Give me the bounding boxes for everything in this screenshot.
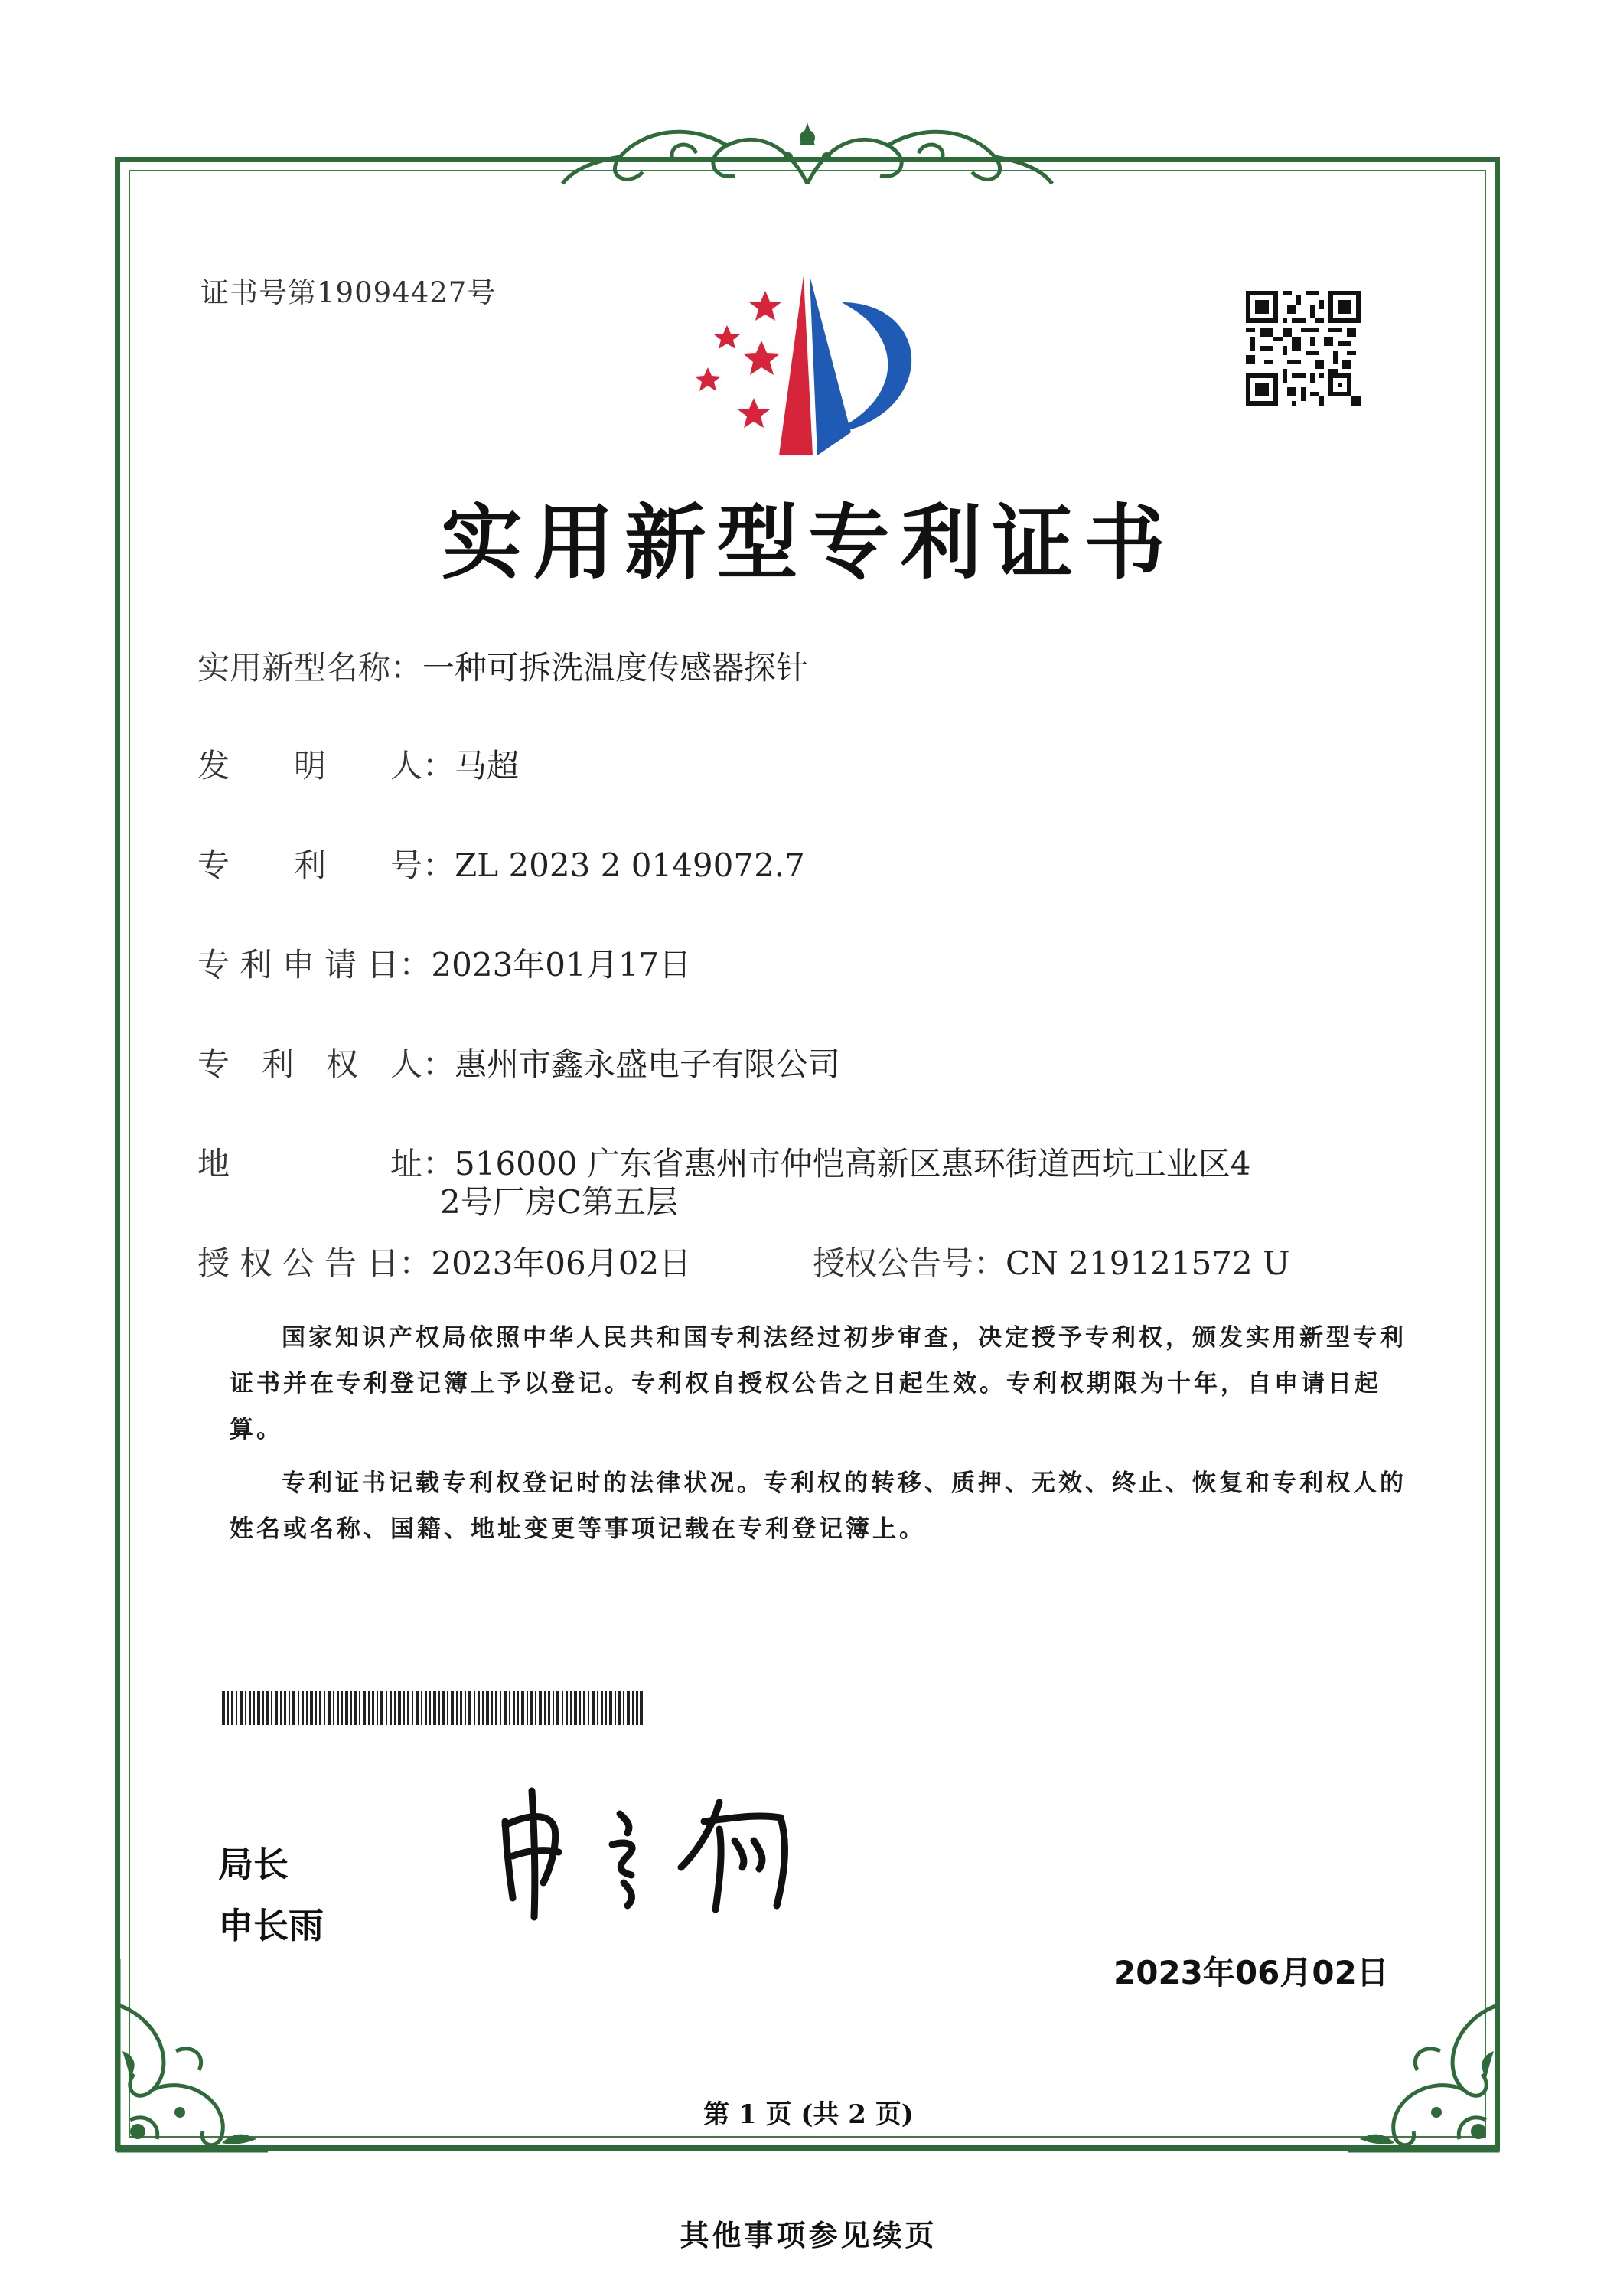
field-label: 专 利 权 人： [197, 1045, 455, 1083]
body-paragraph-1: 国家知识产权局依照中华人民共和国专利法经过初步审查，决定授予专利权，颁发实用新型专利证书并在专利登记簿上予以登记。专利权自授权公告之日起生效。专利权期限为十年，自申请日起算。 [230, 1324, 1407, 1443]
cnipa-emblem [689, 268, 941, 459]
qr-code [1246, 291, 1361, 406]
field-label: 地 址： [197, 1145, 455, 1182]
field-value: 一种可拆洗温度传感器探针 [422, 649, 809, 687]
field-grant-number [813, 1238, 1290, 1284]
field-value: ZL 2023 2 0149072.7 [455, 846, 805, 884]
field-inventor [197, 741, 519, 787]
certificate-number: 证书号第19094427号 [200, 276, 497, 309]
director-title: 局长 [218, 1844, 289, 1885]
director-signature [490, 1783, 842, 1921]
top-ornament [559, 115, 1056, 199]
field-label: 专 利 号： [197, 846, 455, 884]
field-value: 惠州市鑫永盛电子有限公司 [455, 1045, 841, 1083]
field-value: 516000 广东省惠州市仲恺高新区惠环街道西坑工业区4 [455, 1145, 1251, 1182]
field-label: 专 利 申 请 日： [197, 946, 432, 983]
field-label: 授权公告号： [813, 1244, 1006, 1282]
signoff-date: 2023年06月02日 [1113, 1954, 1389, 1991]
certificate-title: 实用新型专利证书 [441, 496, 1176, 590]
field-value: 2023年06月02日 [431, 1244, 692, 1282]
field-application-date [197, 940, 691, 986]
field-patentee [197, 1039, 840, 1085]
see-continuation-note: 其他事项参见续页 [680, 2218, 937, 2252]
field-label: 发 明 人： [197, 747, 455, 784]
barcode [222, 1691, 643, 1725]
field-grant-date [197, 1238, 691, 1284]
field-address [197, 1139, 1250, 1185]
field-value: CN 219121572 U [1006, 1244, 1290, 1282]
field-utility-model-name [197, 643, 808, 689]
field-label: 实用新型名称： [197, 649, 423, 687]
field-address-line2: 2号厂房C第五层 [440, 1183, 678, 1221]
page-indicator: 第 1 页 (共 2 页) [703, 2099, 914, 2130]
body-paragraph-2: 专利证书记载专利权登记时的法律状况。专利权的转移、质押、无效、终止、恢复和专利权人的姓名或名称、国籍、地址变更等事项记载在专利登记簿上。 [230, 1469, 1407, 1543]
field-patent-number [197, 840, 805, 886]
field-value: 2023年01月17日 [431, 946, 692, 983]
field-value: 马超 [455, 747, 520, 784]
field-label: 授 权 公 告 日： [197, 1244, 432, 1282]
director-name: 申长雨 [218, 1905, 324, 1946]
